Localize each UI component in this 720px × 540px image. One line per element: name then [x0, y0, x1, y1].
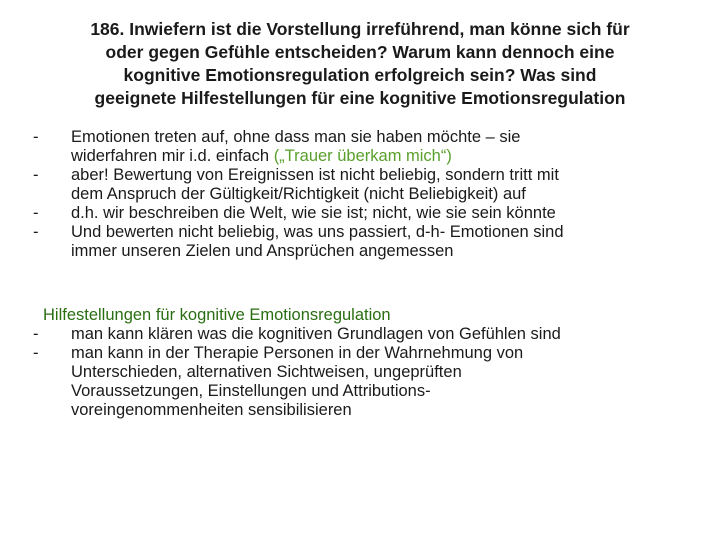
- emotion-bullet-list: [33, 128, 564, 261]
- bullet-text: aber! Bewertung von Ereignissen ist nicht beliebig, sondern tritt mit: [71, 166, 559, 184]
- bullet-dash: -: [33, 204, 39, 222]
- list-item: [33, 204, 564, 223]
- bullet-text-continued: [71, 147, 564, 166]
- slide-title: [30, 18, 690, 110]
- bullet-dash: -: [33, 223, 39, 241]
- bullet-text: man kann klären was die kognitiven Grundlagen von Gefühlen sind: [71, 325, 561, 343]
- list-item: [33, 325, 561, 344]
- bullet-text: man kann in der Therapie Personen in der Wahrnehmung von: [71, 344, 524, 362]
- bullet-text-continued: Unterschieden, alternativen Sichtweisen, ungeprüften: [71, 363, 462, 381]
- bullet-text: Emotionen treten auf, ohne dass man sie haben möchte – sie: [71, 128, 521, 146]
- bullet-dash: -: [33, 128, 39, 146]
- bullet-dash: -: [33, 166, 39, 184]
- list-item: [33, 128, 564, 166]
- bullet-dash: -: [33, 344, 39, 362]
- bullet-text-continued: Voraussetzungen, Einstellungen und Attributions-: [71, 382, 431, 400]
- bullet-text-plain: widerfahren mir i.d. einfach: [71, 147, 274, 165]
- list-item: [33, 344, 561, 420]
- title-line: 186. Inwiefern ist die Vorstellung irreführend, man könne sich für: [90, 19, 630, 39]
- bullet-dash: -: [33, 325, 39, 343]
- highlighted-example: („Trauer überkam mich“): [273, 147, 452, 165]
- list-item: [33, 223, 564, 261]
- title-line: kognitive Emotionsregulation erfolgreich sein? Was sind: [123, 65, 597, 85]
- title-line: geeignete Hilfestellungen für eine kognitive Emotionsregulation: [94, 88, 626, 108]
- help-bullet-list: [33, 325, 561, 420]
- bullet-text: d.h. wir beschreiben die Welt, wie sie ist; nicht, wie sie sein könnte: [71, 204, 556, 222]
- list-item: [33, 166, 564, 204]
- section-heading: Hilfestellungen für kognitive Emotionsregulation: [43, 306, 391, 324]
- bullet-text-continued: immer unseren Zielen und Ansprüchen angemessen: [71, 242, 454, 260]
- bullet-text: Und bewerten nicht beliebig, was uns passiert, d-h- Emotionen sind: [71, 223, 564, 241]
- bullet-text-continued: voreingenommenheiten sensibilisieren: [71, 401, 352, 419]
- bullet-text-continued: dem Anspruch der Gültigkeit/Richtigkeit (nicht Beliebigkeit) auf: [71, 185, 526, 203]
- title-line: oder gegen Gefühle entscheiden? Warum kann dennoch eine: [105, 42, 615, 62]
